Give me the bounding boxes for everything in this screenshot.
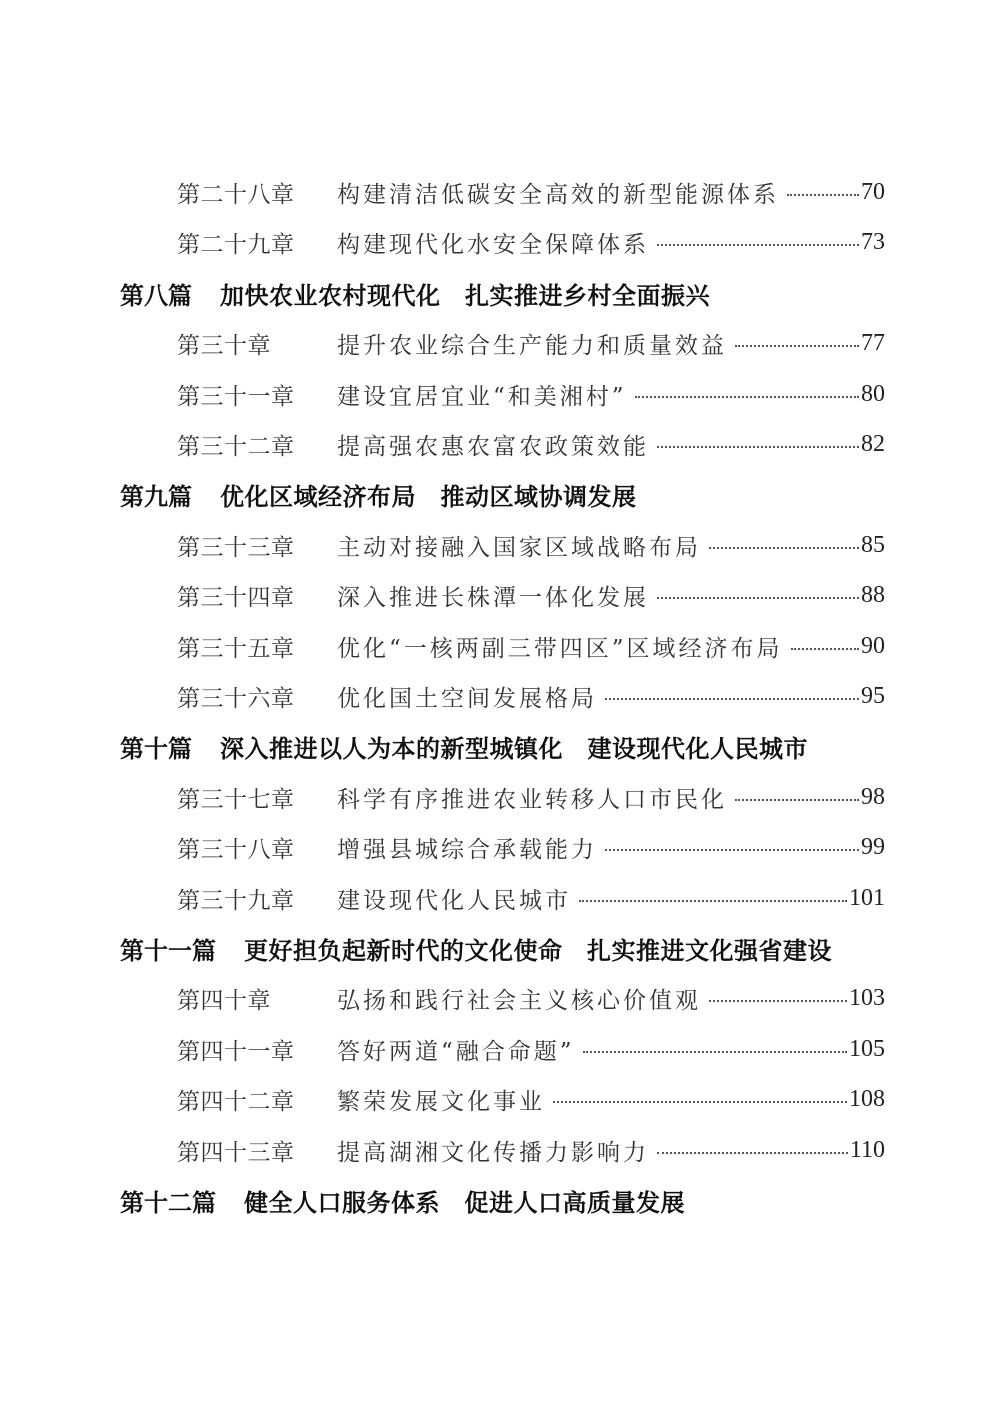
chapter-entry[interactable] bbox=[177, 624, 885, 668]
page-number: 70 bbox=[861, 178, 885, 205]
chapter-number: 第三十七章 bbox=[177, 786, 295, 813]
dot-leader bbox=[605, 849, 859, 851]
chapter-title: 提升农业综合生产能力和质量效益 bbox=[337, 332, 727, 359]
page-number: 108 bbox=[849, 1085, 885, 1112]
page-number: 77 bbox=[861, 329, 885, 356]
chapter-title: 构建清洁低碳安全高效的新型能源体系 bbox=[337, 181, 779, 208]
chapter-entry[interactable] bbox=[177, 321, 885, 365]
page-number: 105 bbox=[849, 1035, 885, 1062]
part-title: 健全人口服务体系 促进人口高质量发展 bbox=[244, 1188, 685, 1217]
chapter-title: 增强县城综合承载能力 bbox=[337, 836, 597, 863]
dot-leader bbox=[579, 900, 847, 902]
page-number: 98 bbox=[861, 783, 885, 810]
chapter-title: 繁荣发展文化事业 bbox=[337, 1088, 545, 1115]
dot-leader bbox=[787, 194, 859, 196]
dot-leader bbox=[657, 244, 859, 246]
page-number: 88 bbox=[861, 581, 885, 608]
chapter-number: 第四十章 bbox=[177, 987, 271, 1014]
dot-leader bbox=[583, 1051, 847, 1053]
part-number: 第九篇 bbox=[120, 482, 192, 511]
dot-leader bbox=[791, 648, 859, 650]
dot-leader bbox=[605, 698, 859, 700]
chapter-number: 第三十三章 bbox=[177, 534, 295, 561]
chapter-number: 第三十二章 bbox=[177, 433, 295, 460]
chapter-entry[interactable] bbox=[177, 523, 885, 567]
page-number: 73 bbox=[861, 228, 885, 255]
chapter-number: 第三十八章 bbox=[177, 836, 295, 863]
page-number: 101 bbox=[849, 884, 885, 911]
chapter-title: 优化国土空间发展格局 bbox=[337, 685, 597, 712]
chapter-entry[interactable] bbox=[177, 422, 885, 466]
page-number: 85 bbox=[861, 531, 885, 558]
chapter-title: 提高湖湘文化传播力影响力 bbox=[337, 1139, 649, 1166]
chapter-number: 第三十六章 bbox=[177, 685, 295, 712]
page-number: 82 bbox=[861, 430, 885, 457]
chapter-number: 第三十五章 bbox=[177, 635, 295, 662]
dot-leader bbox=[657, 446, 859, 448]
page-number: 99 bbox=[861, 833, 885, 860]
page-number: 80 bbox=[861, 380, 885, 407]
chapter-number: 第三十四章 bbox=[177, 584, 295, 611]
chapter-entry[interactable] bbox=[177, 775, 885, 819]
chapter-entry[interactable] bbox=[177, 220, 885, 264]
chapter-number: 第三十章 bbox=[177, 332, 271, 359]
part-number: 第十二篇 bbox=[120, 1188, 216, 1217]
page-number: 90 bbox=[861, 632, 885, 659]
chapter-entry[interactable] bbox=[177, 1128, 885, 1172]
chapter-number: 第三十九章 bbox=[177, 887, 295, 914]
part-number: 第十一篇 bbox=[120, 936, 216, 965]
dot-leader bbox=[553, 1101, 847, 1103]
part-heading[interactable] bbox=[120, 724, 900, 768]
part-number: 第八篇 bbox=[120, 281, 192, 310]
chapter-title: 答好两道“融合命题” bbox=[337, 1038, 575, 1065]
chapter-number: 第四十一章 bbox=[177, 1038, 295, 1065]
chapter-title: 建设宜居宜业“和美湘村” bbox=[337, 383, 627, 410]
chapter-title: 优化“一核两副三带四区”区域经济布局 bbox=[337, 635, 783, 662]
dot-leader bbox=[657, 597, 859, 599]
page-number: 95 bbox=[861, 682, 885, 709]
chapter-entry[interactable] bbox=[177, 876, 885, 920]
chapter-title: 提高强农惠农富农政策效能 bbox=[337, 433, 649, 460]
part-title: 深入推进以人为本的新型城镇化 建设现代化人民城市 bbox=[220, 734, 808, 763]
dot-leader bbox=[735, 345, 859, 347]
dot-leader bbox=[709, 547, 859, 549]
chapter-entry[interactable] bbox=[177, 976, 885, 1020]
chapter-entry[interactable] bbox=[177, 825, 885, 869]
chapter-title: 弘扬和践行社会主义核心价值观 bbox=[337, 987, 701, 1014]
part-title: 更好担负起新时代的文化使命 扎实推进文化强省建设 bbox=[244, 936, 832, 965]
dot-leader bbox=[709, 1000, 847, 1002]
chapter-number: 第二十八章 bbox=[177, 181, 295, 208]
part-number: 第十篇 bbox=[120, 734, 192, 763]
chapter-title: 建设现代化人民城市 bbox=[337, 887, 571, 914]
chapter-entry[interactable] bbox=[177, 674, 885, 718]
dot-leader bbox=[735, 799, 859, 801]
chapter-entry[interactable] bbox=[177, 573, 885, 617]
part-title: 加快农业农村现代化 扎实推进乡村全面振兴 bbox=[220, 281, 710, 310]
part-heading[interactable] bbox=[120, 271, 900, 315]
chapter-number: 第二十九章 bbox=[177, 231, 295, 258]
dot-leader bbox=[657, 1152, 848, 1154]
chapter-entry[interactable] bbox=[177, 1077, 885, 1121]
page-number: 103 bbox=[849, 984, 885, 1011]
part-heading[interactable] bbox=[120, 926, 900, 970]
chapter-number: 第三十一章 bbox=[177, 383, 295, 410]
chapter-number: 第四十三章 bbox=[177, 1139, 295, 1166]
chapter-entry[interactable] bbox=[177, 170, 885, 214]
chapter-title: 科学有序推进农业转移人口市民化 bbox=[337, 786, 727, 813]
chapter-entry[interactable] bbox=[177, 372, 885, 416]
chapter-number: 第四十二章 bbox=[177, 1088, 295, 1115]
part-heading[interactable] bbox=[120, 472, 900, 516]
chapter-title: 构建现代化水安全保障体系 bbox=[337, 231, 649, 258]
part-heading[interactable] bbox=[120, 1178, 900, 1222]
dot-leader bbox=[635, 396, 859, 398]
page-number: 110 bbox=[849, 1136, 885, 1163]
chapter-title: 主动对接融入国家区域战略布局 bbox=[337, 534, 701, 561]
part-title: 优化区域经济布局 推动区域协调发展 bbox=[220, 482, 637, 511]
chapter-entry[interactable] bbox=[177, 1027, 885, 1071]
chapter-title: 深入推进长株潭一体化发展 bbox=[337, 584, 649, 611]
